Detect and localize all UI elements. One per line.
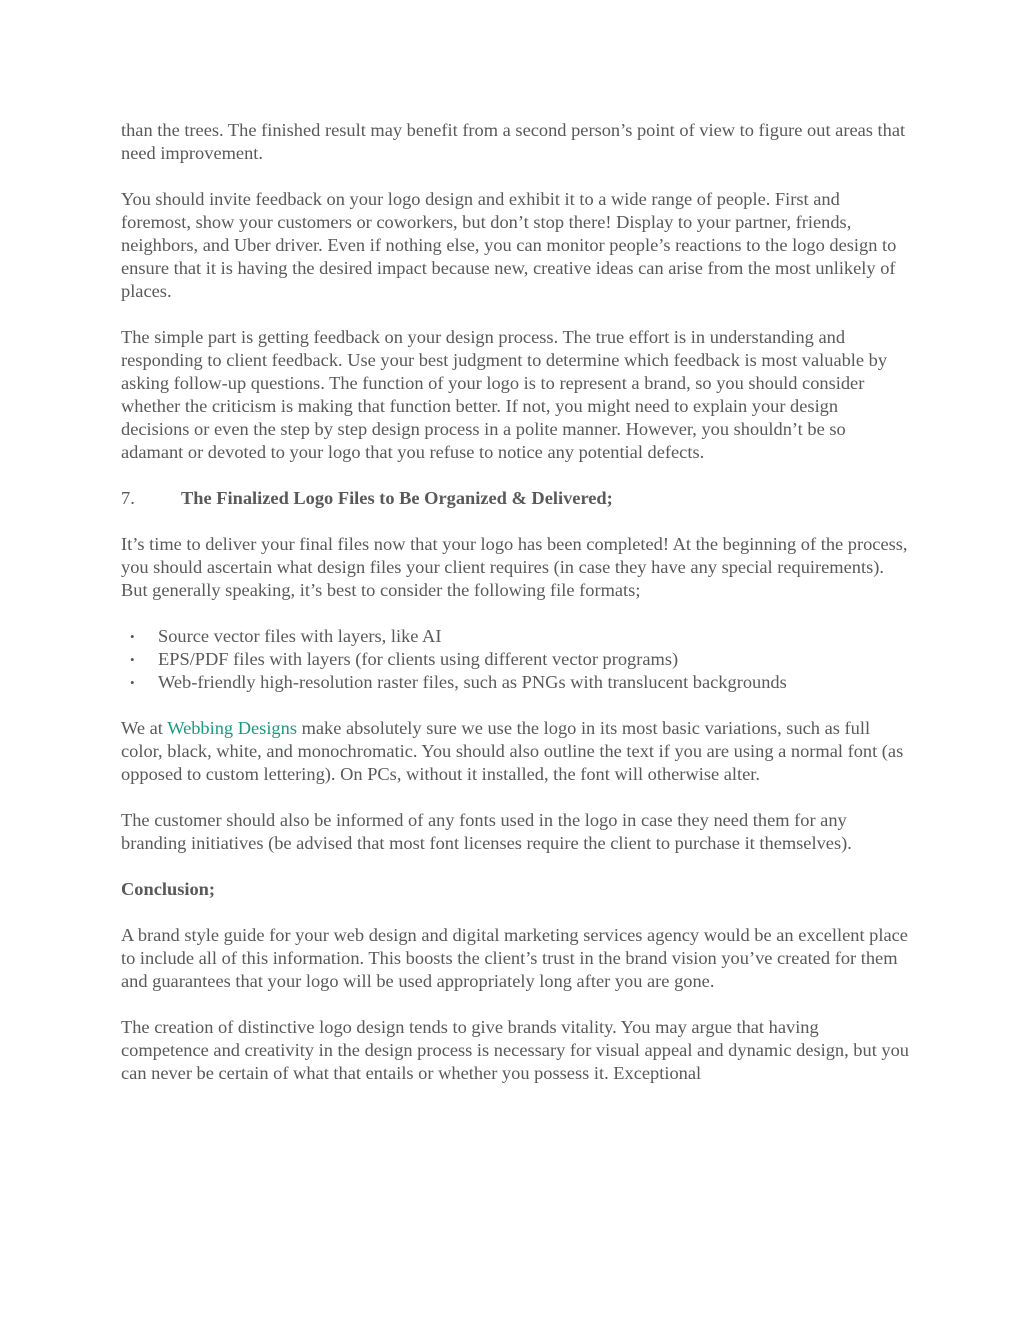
bullet-icon: • <box>130 629 135 644</box>
paragraph-text: We at <box>121 718 168 738</box>
section-heading-7 <box>121 487 911 510</box>
webbing-designs-link[interactable]: Webbing Designs <box>167 718 297 738</box>
list-item <box>121 671 911 694</box>
paragraph-fonts: The customer should also be informed of any fonts used in the logo in case they need them for any branding initiatives (be advised that most font licenses require the client to purchase it themselves). <box>121 810 852 853</box>
conclusion-heading: Conclusion; <box>121 879 216 899</box>
paragraph-style-guide: A brand style guide for your web design and digital marketing services agency would be an excellent place to include all of this information. This boosts the client’s trust in the brand vision you’ve created for them and guarantees that your logo will be used appropriately long after you are gone. <box>121 925 908 991</box>
bullet-icon: • <box>130 675 135 690</box>
list-item-text: EPS/PDF files with layers (for clients using different vector programs) <box>158 649 679 669</box>
paragraph-logo-variations <box>121 717 911 786</box>
list-item-text: Source vector files with layers, like AI <box>158 626 442 646</box>
document-page <box>121 119 911 1108</box>
list-item <box>121 648 911 671</box>
paragraph-text: make absolutely sure we use the logo in its most basic variations, such as full color, black, white, and monochromatic. You should also outline the text if you are using a normal font (as opposed to custom lettering). On PCs, without it installed, the font will otherwise alter. <box>121 718 904 784</box>
paragraph-client-feedback: The simple part is getting feedback on your design process. The true effort is in understanding and responding to client feedback. Use your best judgment to determine which feedback is most valuable by asking follow-up questions. The function of your logo is to represent a brand, so you should consider whether the criticism is making that function better. If not, you might need to explain your design decisions or even the step by step design process in a polite manner. However, you shouldn’t be so adamant or devoted to your logo that you refuse to notice any potential defects. <box>121 327 888 462</box>
section-number: 7. <box>121 488 135 508</box>
list-item-text: Web-friendly high-resolution raster files, such as PNGs with translucent backgrounds <box>158 672 787 692</box>
section-title: The Finalized Logo Files to Be Organized & Delivered; <box>181 488 613 508</box>
file-formats-list <box>121 625 911 694</box>
paragraph-feedback-intro: than the trees. The finished result may benefit from a second person’s point of view to figure out areas that need improvement. <box>121 120 906 163</box>
paragraph-invite-feedback: You should invite feedback on your logo design and exhibit it to a wide range of people. First and foremost, show your customers or coworkers, but don’t stop there! Display to your partner, friends, neighbors, and Uber driver. Even if nothing else, you can monitor people’s reactions to the logo design to ensure that it is having the desired impact because new, creative ideas can arise from the most unlikely of places. <box>121 189 897 301</box>
bullet-icon: • <box>130 652 135 667</box>
list-item <box>121 625 911 648</box>
paragraph-distinctive-design: The creation of distinctive logo design tends to give brands vitality. You may argue that having competence and creativity in the design process is necessary for visual appeal and dynamic design, but you can never be certain of what that entails or whether you possess it. Exceptional <box>121 1017 909 1083</box>
paragraph-deliver-files: It’s time to deliver your final files now that your logo has been completed! At the beginning of the process, you should ascertain what design files your client requires (in case they have any special requirements). But generally speaking, it’s best to consider the following file formats; <box>121 534 908 600</box>
